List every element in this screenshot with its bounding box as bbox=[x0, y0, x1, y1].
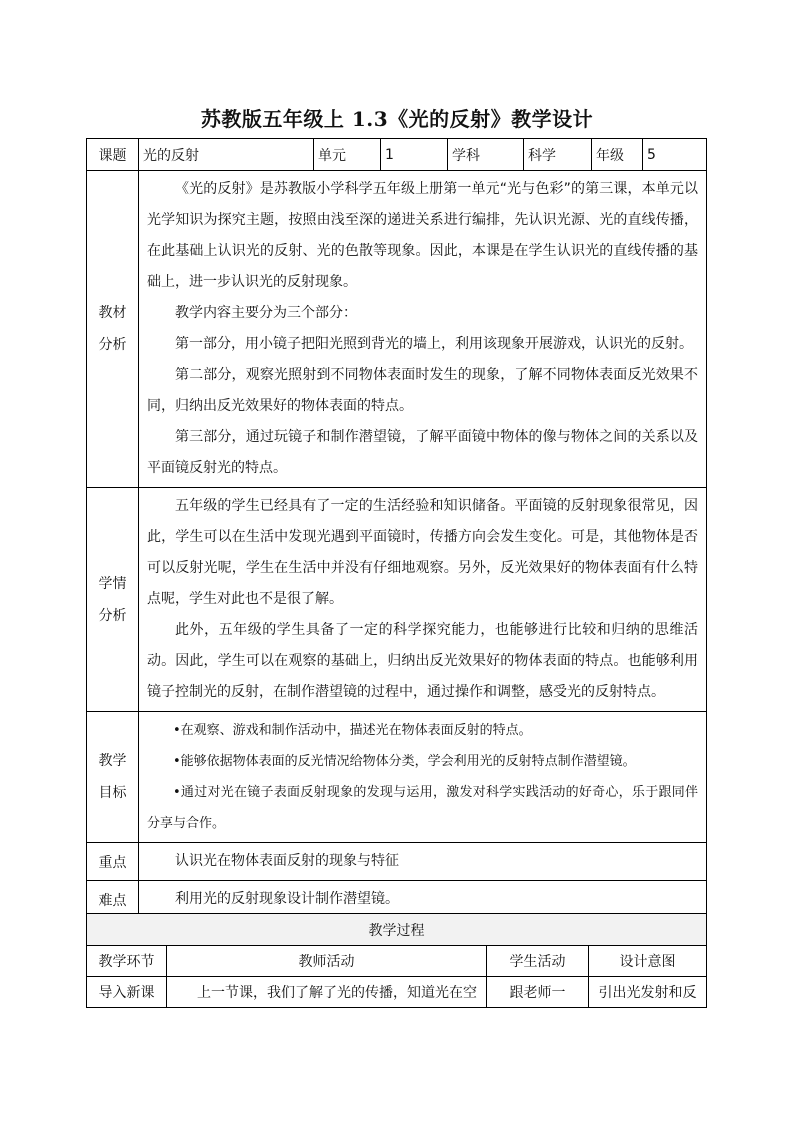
subject-value: 科学 bbox=[524, 139, 592, 171]
process-cell-student: 跟老师一 bbox=[487, 977, 589, 1008]
process-header: 教师活动 bbox=[167, 946, 487, 977]
student-paragraph: 五年级的学生已经具有了一定的生活经验和知识储备。平面镜的反射现象很常见，因此，学生可以在生活中发现光遇到平面镜时，传播方向会发生变化。可是，其他物体是否可以反射光呢，学生在生活中并没有仔细地观察。另外，反光效果好的物体表面有什么特点呢，学生对此也不是很了解。 bbox=[147, 498, 698, 607]
student-analysis-row bbox=[87, 488, 707, 712]
unit-label: 单元 bbox=[314, 139, 381, 171]
goals-label-line-1: 教学 bbox=[98, 753, 127, 769]
process-cell-intent: 引出光发射和反 bbox=[589, 977, 707, 1008]
grade-value: 5 bbox=[643, 139, 707, 171]
material-paragraph: 第一部分，用小镜子把阳光照到背光的墙上，利用该现象开展游戏，认识光的反射。 bbox=[175, 336, 693, 352]
student-paragraph: 此外，五年级的学生具备了一定的科学探究能力，也能够进行比较和归纳的思维活动。因此，学生可以在观察的基础上，归纳出反光效果好的物体表面的特点。也能够利用镜子控制光的反射，在制作潜望镜的过程中，通过操作和调整，感受光的反射特点。 bbox=[147, 622, 698, 700]
key-point-label: 重点 bbox=[87, 843, 139, 881]
lesson-info-table bbox=[86, 138, 707, 919]
key-point-value: 认识光在物体表面反射的现象与特征 bbox=[139, 843, 707, 881]
unit-value: 1 bbox=[381, 139, 448, 171]
material-label-line-1: 教材 bbox=[98, 305, 127, 321]
goal-item: •能够依据物体表面的反光情况给物体分类，学会利用光的反射特点制作潜望镜。 bbox=[173, 754, 636, 769]
goal-item: •通过对光在镜子表面反射现象的发现与运用，激发对科学实践活动的好奇心，乐于跟同伴分享与合作。 bbox=[147, 785, 698, 831]
process-cell-teacher: 上一节课，我们了解了光的传播，知道光在空 bbox=[167, 977, 487, 1008]
difficulty-value: 利用光的反射现象设计制作潜望镜。 bbox=[139, 881, 707, 919]
process-row bbox=[87, 977, 707, 1008]
difficulty-label: 难点 bbox=[87, 881, 139, 919]
page-title: 苏教版五年级上 1.3《光的反射》教学设计 bbox=[200, 107, 594, 131]
topic-label: 课题 bbox=[87, 139, 139, 171]
material-analysis-row bbox=[87, 171, 707, 488]
topic-value: 光的反射 bbox=[139, 139, 314, 171]
process-header: 学生活动 bbox=[487, 946, 589, 977]
material-paragraph: 教学内容主要分为三个部分： bbox=[175, 305, 357, 321]
material-paragraph: 第二部分，观察光照射到不同物体表面时发生的现象，了解不同物体表面反光效果不同，归纳出反光效果好的物体表面的特点。 bbox=[147, 367, 698, 414]
process-header-row bbox=[87, 946, 707, 977]
student-label-line-1: 学情 bbox=[98, 575, 127, 592]
material-paragraph: 《光的反射》是苏教版小学科学五年级上册第一单元“光与色彩”的第三课，本单元以光学知识为探究主题，按照由浅至深的递进关系进行编排，先认识光源、光的直线传播，在此基础上认识光的反射、光的色散等现象。因此，本课是在学生认识光的直线传播的基础上，进一步认识光的反射现象。 bbox=[147, 181, 698, 290]
grade-label: 年级 bbox=[592, 139, 643, 171]
student-label-line-2: 分析 bbox=[98, 607, 127, 624]
material-paragraph: 第三部分，通过玩镜子和制作潜望镜，了解平面镜中物体的像与物体之间的关系以及平面镜反射光的特点。 bbox=[147, 429, 698, 476]
student-analysis-content bbox=[139, 488, 707, 712]
material-label-line-2: 分析 bbox=[98, 337, 127, 353]
process-header: 教学环节 bbox=[87, 946, 167, 977]
process-header: 设计意图 bbox=[589, 946, 707, 977]
goals-label-line-2: 目标 bbox=[98, 785, 127, 801]
teaching-goals-row bbox=[87, 712, 707, 843]
process-title: 教学过程 bbox=[87, 914, 707, 946]
goal-item: •在观察、游戏和制作活动中，描述光在物体表面反射的特点。 bbox=[173, 723, 532, 738]
subject-label: 学科 bbox=[448, 139, 524, 171]
teaching-goals-label bbox=[87, 712, 139, 843]
material-analysis-label bbox=[87, 171, 139, 488]
student-analysis-label bbox=[87, 488, 139, 712]
material-analysis-content bbox=[139, 171, 707, 488]
process-cell-stage: 导入新课 bbox=[87, 977, 167, 1008]
teaching-goals-content bbox=[139, 712, 707, 843]
teaching-process-table bbox=[86, 913, 707, 1008]
